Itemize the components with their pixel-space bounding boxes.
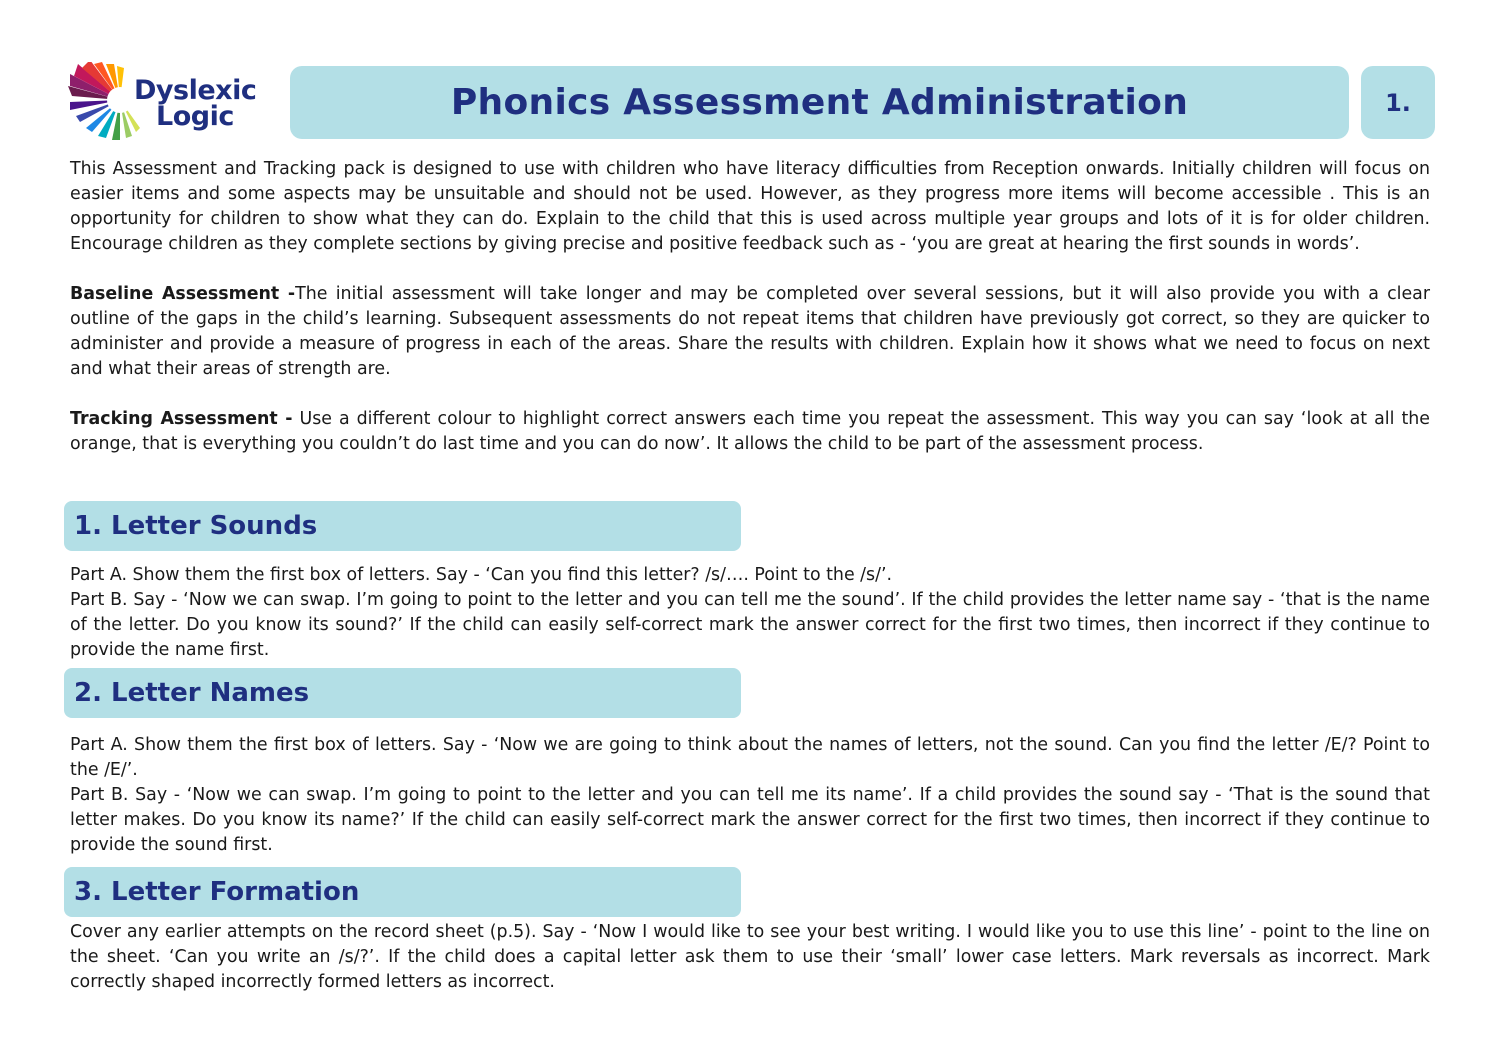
intro-paragraph: This Assessment and Tracking pack is designed to use with children who have literacy difficulties from Reception onwards. Initially children will focus on easier items and some aspects may be unsuitable and should not be used. However, as they progress more items will become accessible . This is an opportunity for children to show what they can do. Explain to the child that this is used across multiple year groups and lots of it is for older children. Encourage children as they complete sections by giving precise and positive feedback such as - ‘you are great at hearing the first sounds in words’.	[70, 159, 1430, 254]
section-body-letter-names	[70, 733, 1430, 858]
logo	[62, 62, 277, 144]
section-heading-letter-sounds	[64, 501, 741, 551]
letter-sounds-part-b: Part B. Say - ‘Now we can swap. I’m going to point to the letter and you can tell me the sound’. If the child provides the letter name say - ‘that is the name of the letter. Do you know its sound?’ If the child can easily self-correct mark the answer correct for the first two times, then incorrect if they continue to provide the name first.	[70, 590, 1430, 660]
section-heading-text: 2. Letter Names	[74, 678, 310, 708]
page-title: Phonics Assessment Administration	[450, 82, 1189, 123]
section-heading-letter-formation	[64, 867, 741, 917]
logo-wordmark	[134, 75, 257, 132]
logo-line-2: Logic	[156, 101, 234, 132]
section-body-letter-sounds	[70, 563, 1430, 663]
letter-names-part-b: Part B. Say - ‘Now we can swap. I’m going to point to the letter and you can tell me its name’. If a child provides the sound say - ‘That is the sound that letter makes. Do you know its name?’ If the child can easily self-correct mark the answer correct for the first two times, then incorrect if they continue to provide the sound first.	[70, 785, 1430, 855]
title-bar	[290, 66, 1349, 139]
tracking-label: Tracking Assessment -	[70, 409, 293, 429]
section-heading-letter-names	[64, 668, 741, 718]
page-number-box	[1361, 66, 1435, 139]
logo-line-1: Dyslexic	[134, 75, 257, 106]
letter-formation-text: Cover any earlier attempts on the record sheet (p.5). Say - ‘Now I would like to see your best writing. I would like you to use this line’ - point to the line on the sheet. ‘Can you write an /s/?’. If the child does a capital letter ask them to use their ‘small’ lower case letters. Mark reversals as incorrect. Mark correctly shaped incorrectly formed letters as incorrect.	[70, 922, 1430, 992]
letter-sounds-part-a: Part A. Show them the first box of letters. Say - ‘Can you find this letter? /s/…. Point to the /s/’.	[70, 565, 893, 585]
intro-content	[70, 157, 1430, 457]
section-heading-text: 3. Letter Formation	[74, 877, 360, 907]
section-body-letter-formation	[70, 920, 1430, 995]
section-heading-text: 1. Letter Sounds	[74, 511, 318, 541]
tracking-paragraph	[70, 407, 1430, 457]
baseline-paragraph	[70, 282, 1430, 382]
tracking-text: Use a different colour to highlight correct answers each time you repeat the assessment. This way you can say ‘look at all the orange, that is everything you couldn’t do last time and you can do now’. It allows the child to be part of the assessment process.	[70, 409, 1430, 454]
baseline-text: The initial assessment will take longer and may be completed over several sessions, but it will also provide you with a clear outline of the gaps in the child’s learning. Subsequent assessments do not repeat items that children have previously got correct, so they are quicker to administer and provide a measure of progress in each of the areas. Share the results with children. Explain how it shows what we need to focus on next and what their areas of strength are.	[70, 284, 1430, 379]
letter-names-part-a: Part A. Show them the first box of letters. Say - ‘Now we are going to think about the names of letters, not the sound. Can you find the letter /E/? Point to the /E/’.	[70, 735, 1430, 780]
baseline-label: Baseline Assessment -	[70, 284, 296, 304]
page-number: 1.	[1385, 88, 1411, 117]
